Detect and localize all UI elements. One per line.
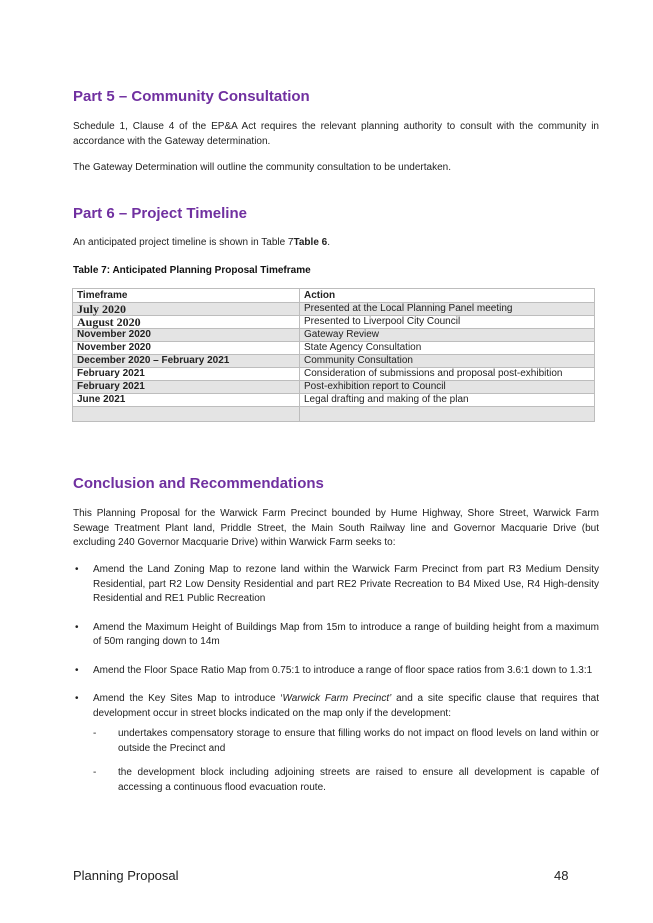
action-cell: Gateway Review <box>300 329 595 342</box>
timeframe-cell: February 2021 <box>73 381 300 394</box>
table-row <box>73 355 595 368</box>
action-cell: Post-exhibition report to Council <box>300 381 595 394</box>
list-item-text: Amend the Maximum Height of Buildings Map from 15m to introduce a range of building height from a maximum of 50m ranging down to 14m <box>93 621 599 647</box>
column-header-action: Action <box>300 289 595 303</box>
list-item <box>73 692 599 795</box>
list-item <box>73 621 599 650</box>
table-row <box>73 329 595 342</box>
sub-list-item-text: the development block including adjoining streets are raised to ensure all development is capable of accessing a continuous flood evacuation route. <box>118 767 599 793</box>
timeline-table <box>72 288 595 422</box>
dash-icon: - <box>93 767 97 778</box>
list-item-text: Amend the Floor Space Ratio Map from 0.75:1 to introduce a range of floor space ratios from 3.6:1 down to 1.3:1 <box>93 664 593 676</box>
conclusion-heading: Conclusion and Recommendations <box>73 475 324 492</box>
table-empty-row <box>73 407 595 422</box>
list-item-text <box>93 693 599 719</box>
table-row <box>73 394 595 407</box>
timeframe-cell: July 2020 <box>73 303 300 316</box>
list-item-text-end: and a site specific clause that requires that development occur in street blocks indicated on the map only if the development: <box>93 693 599 719</box>
sub-list-item <box>93 727 599 756</box>
table-row <box>73 303 595 316</box>
timeframe-cell: June 2021 <box>73 394 300 407</box>
action-cell: Community Consultation <box>300 355 595 368</box>
list-item-text: Amend the Land Zoning Map to rezone land within the Warwick Farm Precinct from part R3 Medium Density Residential, part R2 Low Density Residential and part RE2 Private Recreation to B4 Mixed Use, R4 High-density Residential and RE1 Public Recreation <box>93 564 599 604</box>
timeframe-cell: February 2021 <box>73 368 300 381</box>
bullet-icon: • <box>75 664 79 676</box>
timeframe-cell: December 2020 – February 2021 <box>73 355 300 368</box>
empty-cell <box>73 407 300 422</box>
part5-heading: Part 5 – Community Consultation <box>73 88 310 105</box>
action-cell: Consideration of submissions and proposal post-exhibition <box>300 368 595 381</box>
table-row <box>73 368 595 381</box>
list-item <box>73 563 599 607</box>
part5-paragraph-1: Schedule 1, Clause 4 of the EP&A Act requires the relevant planning authority to consult with the community in accordance with the Gateway determination. <box>73 121 599 147</box>
column-header-timeframe: Timeframe <box>73 289 300 303</box>
table-caption: Table 7: Anticipated Planning Proposal Timeframe <box>73 265 311 276</box>
sub-list-item-text: undertakes compensatory storage to ensure that filling works do not impact on flood levels on land within or outside the Precinct and <box>118 728 599 754</box>
table-header-row <box>73 289 595 303</box>
part6-intro-text: An anticipated project timeline is shown in Table 7 <box>73 237 294 248</box>
sub-list <box>93 727 599 795</box>
page-number: 48 <box>554 868 569 883</box>
timeframe-cell: August 2020 <box>73 316 300 329</box>
part5-paragraph-2: The Gateway Determination will outline the community consultation to be undertaken. <box>73 162 451 173</box>
table-reference-link[interactable]: Table 6 <box>293 237 328 248</box>
action-cell: Presented to Liverpool City Council <box>300 316 595 329</box>
recommendations-list <box>73 563 599 809</box>
empty-cell <box>300 407 595 422</box>
list-item-text-start: Amend the Key Sites Map to introduce ‘ <box>93 693 283 704</box>
action-cell: State Agency Consultation <box>300 342 595 355</box>
part6-intro <box>73 236 599 251</box>
bullet-icon: • <box>75 621 79 633</box>
list-item <box>73 664 599 679</box>
precinct-name: Warwick Farm Precinct’ <box>282 693 392 704</box>
part6-intro-end: . <box>327 237 330 248</box>
conclusion-intro: This Planning Proposal for the Warwick Farm Precinct bounded by Hume Highway, Shore Street, Warwick Farm Sewage Treatment Plant land, Priddle Street, the Main South Railway line and Governor Macquarie Drive (but excluding 240 Governor Macquarie Drive) within Warwick Farm seeks to: <box>73 508 599 548</box>
dash-icon: - <box>93 728 97 739</box>
part6-heading: Part 6 – Project Timeline <box>73 205 247 222</box>
table-row <box>73 316 595 329</box>
action-cell: Legal drafting and making of the plan <box>300 394 595 407</box>
timeframe-cell: November 2020 <box>73 342 300 355</box>
table-row <box>73 342 595 355</box>
bullet-icon: • <box>75 693 79 704</box>
bullet-icon: • <box>75 564 79 575</box>
footer-title: Planning Proposal <box>73 868 179 883</box>
action-cell: Presented at the Local Planning Panel meeting <box>300 303 595 316</box>
timeframe-cell: November 2020 <box>73 329 300 342</box>
table-row <box>73 381 595 394</box>
sub-list-item <box>93 766 599 795</box>
